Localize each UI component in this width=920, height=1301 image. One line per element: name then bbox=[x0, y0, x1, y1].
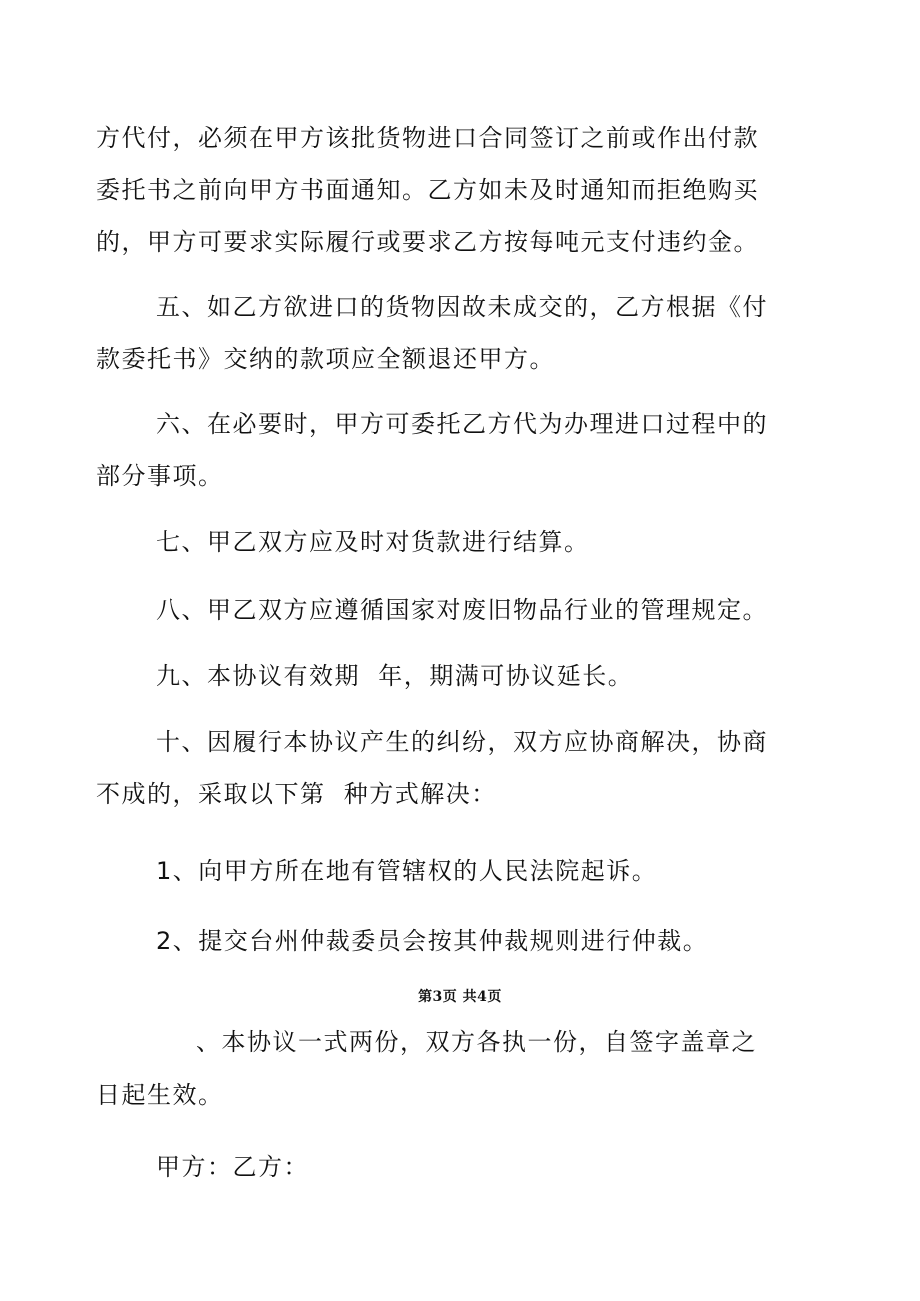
paragraph-line: 日起生效。 bbox=[96, 1081, 224, 1109]
clause-six: 六、在必要时，甲方可委托乙方代为办理进口过程中的 bbox=[156, 410, 768, 438]
option-two: 2、提交台州仲裁委员会按其仲裁规则进行仲裁。 bbox=[156, 927, 709, 955]
page-footer: 第3页 共4页 bbox=[418, 989, 502, 1005]
clause-eight: 八、甲乙双方应遵循国家对废旧物品行业的管理规定。 bbox=[156, 596, 768, 624]
clause-five: 五、如乙方欲进口的货物因故未成交的，乙方根据《付 bbox=[156, 293, 768, 321]
paragraph-line: 方代付，必须在甲方该批货物进口合同签订之前或作出付款 bbox=[96, 124, 759, 152]
paragraph-line: 部分事项。 bbox=[96, 462, 224, 490]
paragraph-line: 不成的，采取以下第 种方式解决： bbox=[96, 780, 497, 808]
paragraph-line: 的，甲方可要求实际履行或要求乙方按每吨元支付违约金。 bbox=[96, 228, 759, 256]
clause-seven: 七、甲乙双方应及时对货款进行结算。 bbox=[156, 528, 590, 556]
option-one: 1、向甲方所在地有管辖权的人民法院起诉。 bbox=[156, 857, 658, 885]
paragraph-line: 委托书之前向甲方书面通知。乙方如未及时通知而拒绝购买 bbox=[96, 176, 759, 204]
clause-copies: 、本协议一式两份，双方各执一份，自签字盖章之 bbox=[196, 1028, 757, 1056]
signature-parties: 甲方：乙方： bbox=[156, 1153, 309, 1181]
clause-nine: 九、本协议有效期 年，期满可协议延长。 bbox=[156, 662, 634, 690]
clause-ten: 十、因履行本协议产生的纠纷，双方应协商解决，协商 bbox=[156, 728, 768, 756]
paragraph-line: 款委托书》交纳的款项应全额退还甲方。 bbox=[96, 345, 555, 373]
